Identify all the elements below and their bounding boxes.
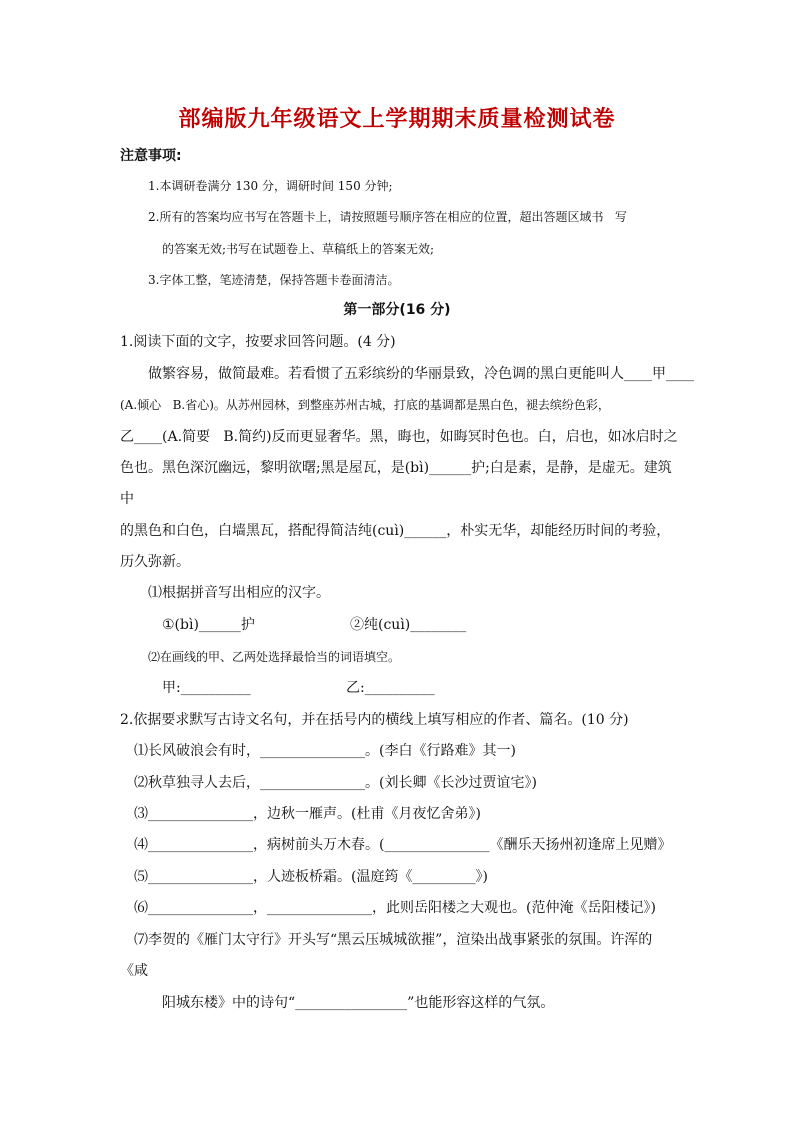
q2-item: ⑷_______________，病树前头万木春。(_______________《酬乐天扬州初逢席上见赠》 bbox=[134, 837, 672, 853]
notice-item-1: 1.本调研卷满分 130 分，调研时间 150 分钟; bbox=[148, 179, 393, 193]
notice-item-2-cont: 的答案无效;书写在试题卷上、草稿纸上的答案无效; bbox=[162, 242, 435, 256]
q2-item: ⑸_______________，人迹板桥霜。(温庭筠《_________》) bbox=[134, 869, 488, 885]
q1-para-line: 色也。黑色深沉幽远，黎明欲曙;黑是屋瓦，是(bì)______护;白是素，是静，是虚无。建筑 bbox=[120, 460, 672, 476]
q2-item: 阳城东楼》中的诗句“________________”也能形容这样的气氛。 bbox=[162, 995, 555, 1011]
q1-para-line: 的黑色和白色，白墙黑瓦，搭配得简洁纯(cuì)______，朴实无华，却能经历时间的考验， bbox=[120, 523, 671, 539]
q2-stem: 2.依据要求默写古诗文名句，并在括号内的横线上填写相应的作者、篇名。(10 分) bbox=[120, 712, 629, 728]
q2-item: ⑵秋草独寻人去后，_______________。(刘长卿《长沙过贾谊宅》) bbox=[134, 775, 537, 791]
q1-para-line: 乙____(A.简要 B.简约)反而更显奢华。黑，晦也，如晦冥时色也。白，启也，如冰启时之 bbox=[120, 429, 678, 445]
part1-heading: 第一部分(16 分) bbox=[343, 302, 451, 318]
q1-para-line: 历久弥新。 bbox=[120, 554, 190, 570]
q1-sub2-b: 乙:__________ bbox=[346, 680, 435, 696]
page-title: 部编版九年级语文上学期期末质量检测试卷 bbox=[178, 107, 616, 132]
q2-item: ⑶_______________，边秋一雁声。(杜甫《月夜忆舍弟》) bbox=[134, 806, 481, 822]
q1-sub2: ⑵在画线的甲、乙两处选择最恰当的词语填空。 bbox=[148, 650, 401, 664]
q1-sub1-b: ②纯(cuì)________ bbox=[350, 617, 467, 633]
q1-sub2-a: 甲:__________ bbox=[162, 680, 251, 696]
notice-item-3: 3.字体工整，笔迹清楚，保持答题卡卷面清洁。 bbox=[148, 273, 400, 287]
q1-stem: 1.阅读下面的文字，按要求回答问题。(4 分) bbox=[120, 334, 396, 350]
q1-para-line: 中 bbox=[120, 491, 134, 507]
q1-para-line: (A.倾心 B.省心)。从苏州园林，到整座苏州古城，打底的基调都是黑白色，褪去缤纷色彩， bbox=[120, 398, 610, 412]
q2-item: ⑺李贺的《雁门太守行》开头写“黑云压城城欲摧”，渲染出战事紧张的氛围。许浑的 bbox=[134, 932, 653, 948]
q1-para-line: 做繁容易，做简最难。若看惯了五彩缤纷的华丽景致，冷色调的黑白更能叫人____甲____ bbox=[148, 366, 694, 382]
notice-item-2: 2.所有的答案均应书写在答题卡上，请按照题号顺序答在相应的位置，超出答题区域书 写 bbox=[148, 210, 627, 224]
notice-heading: 注意事项: bbox=[120, 148, 182, 164]
q2-item: 《咸 bbox=[120, 963, 148, 979]
q2-item: ⑴长风破浪会有时，_______________。(李白《行路难》其一) bbox=[134, 743, 516, 759]
q1-sub1: ⑴根据拼音写出相应的汉字。 bbox=[148, 585, 330, 601]
q1-sub1-a: ①(bì)______护 bbox=[162, 617, 255, 633]
q2-item: ⑹_______________，_______________，此则岳阳楼之大观也。(范仲淹《岳阳楼记》) bbox=[134, 900, 656, 916]
